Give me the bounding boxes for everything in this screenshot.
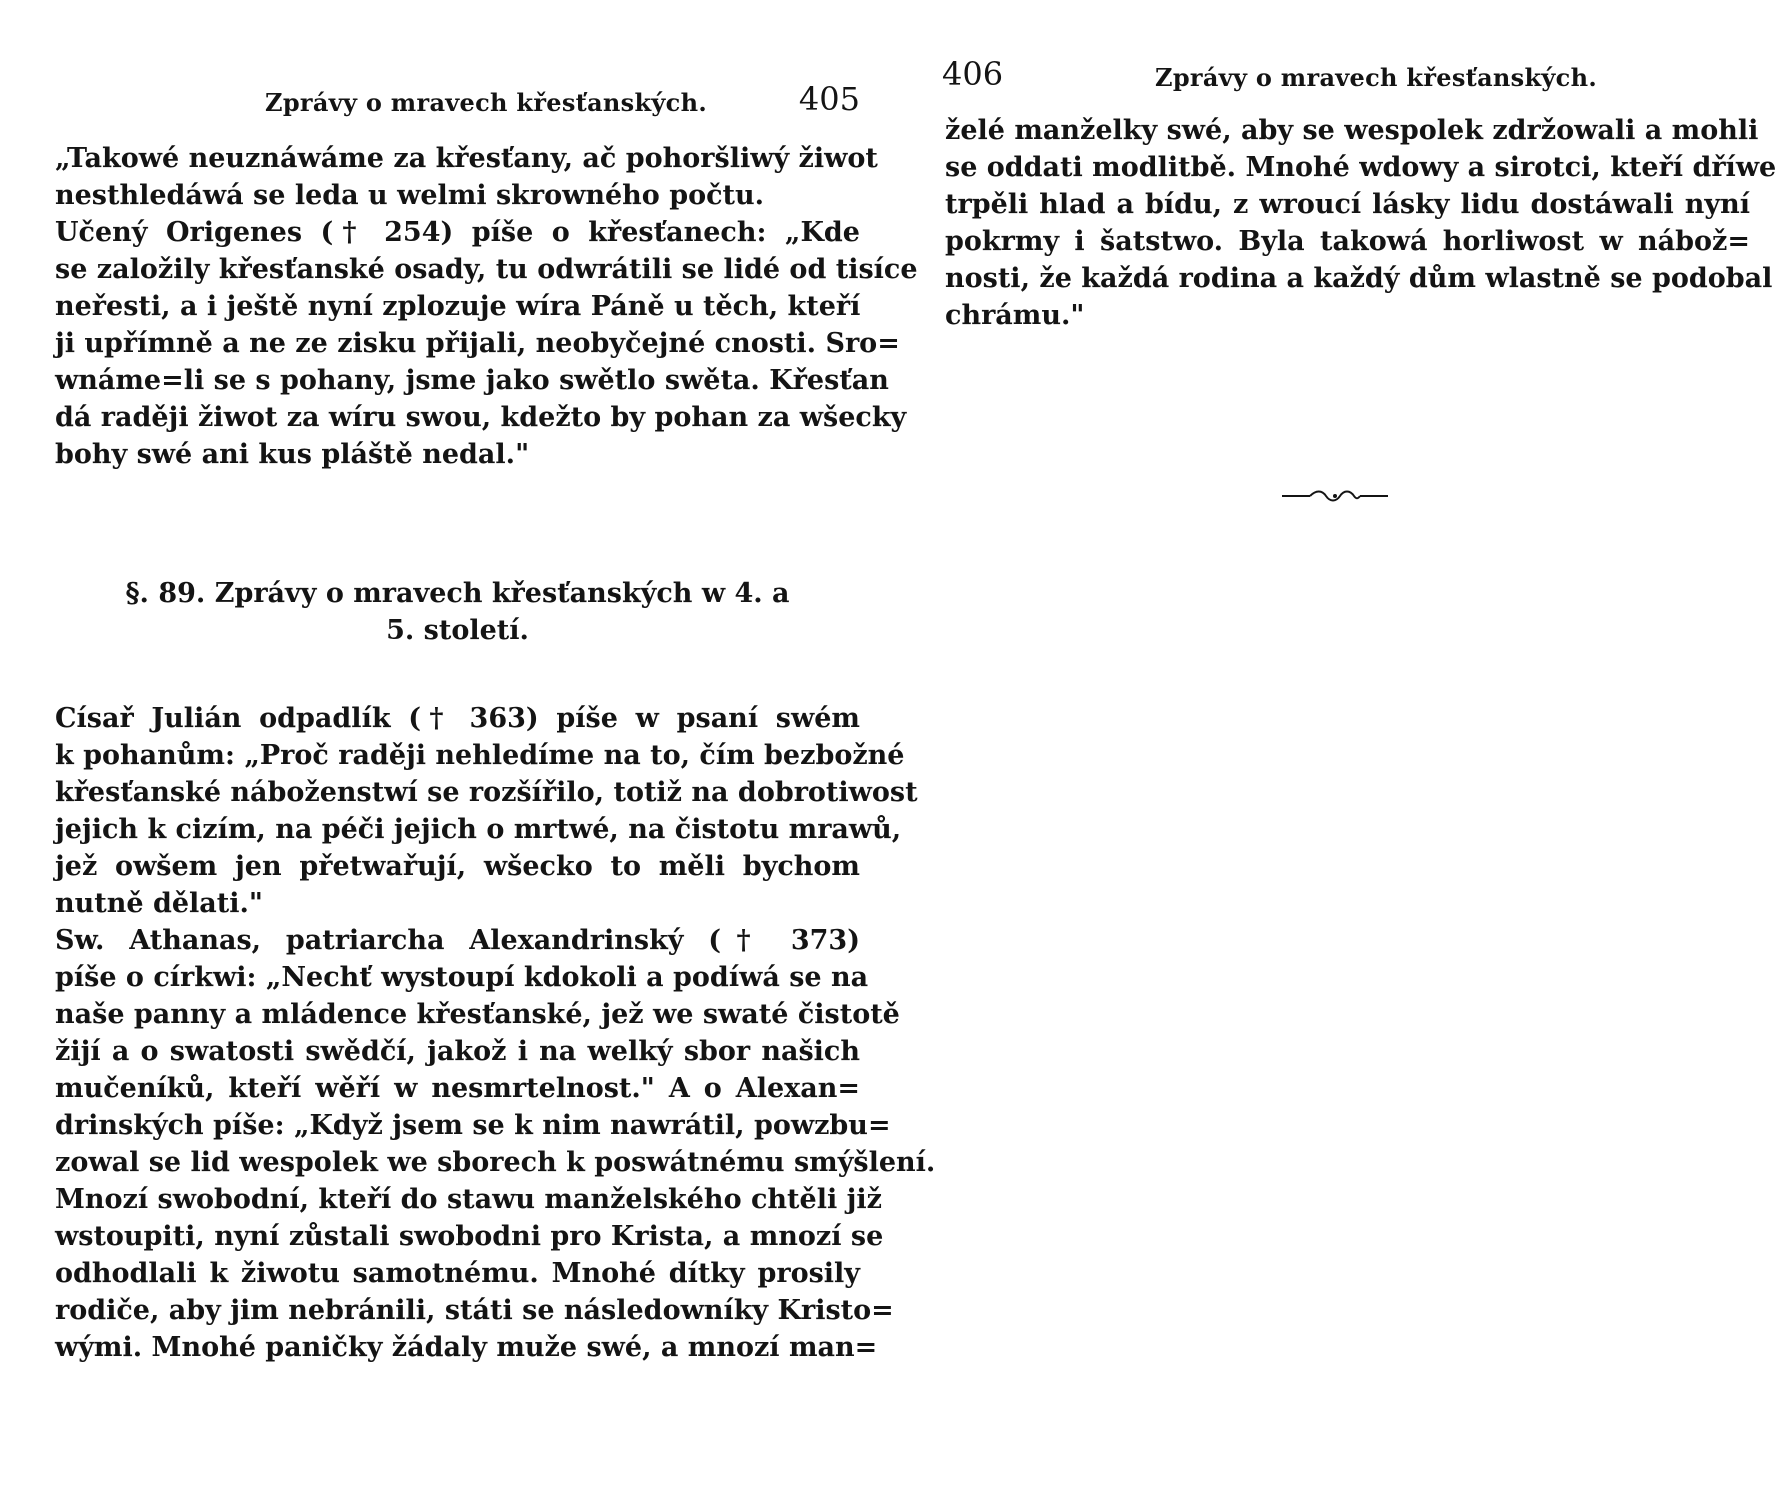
left-page (40, 0, 936, 1501)
running-head-title: Zprávy o mravech křesťanských. (1155, 63, 1597, 92)
running-head (930, 55, 1750, 95)
text-line: jež owšem jen přetwařují, wšecko to měli bychom (55, 851, 860, 882)
text-line: drinských píše: „Když jsem se k nim nawrátil, powzbu= (55, 1110, 891, 1141)
section-body (55, 700, 936, 1366)
text-line: „Takowé neuznáwáme za křesťany, ač pohoršliwý žiwot (55, 143, 878, 174)
text-line: naše panny a mládence křesťanské, jež we swaté čistotě (55, 999, 900, 1030)
text-line: ji upřímně a ne ze zisku přijali, neobyčejné cnosti. Sro= (55, 328, 900, 359)
text-line: nosti, že každá rodina a každý dům wlastně se podobal (945, 263, 1773, 294)
fleuron-divider-icon (1280, 488, 1390, 504)
text-line: dá raději žiwot za wíru swou, kdežto by pohan za wšecky (55, 402, 907, 433)
text-line: nutně dělati." (55, 888, 263, 919)
text-line: bohy swé ani kus pláště nedal." (55, 439, 530, 470)
section-heading-line: §. 89. Zprávy o mravech křesťanských w 4. a (125, 578, 790, 609)
text-line: trpěli hlad a bídu, z wroucí lásky lidu dostáwali nyní (945, 189, 1750, 220)
page-number: 405 (798, 80, 860, 118)
text-line: chrámu." (945, 300, 1085, 331)
text-line: želé manželky swé, aby se wespolek zdržowali a mohli (945, 115, 1759, 146)
text-line: Mnozí swobodní, kteří do stawu manželského chtěli již (55, 1184, 882, 1215)
quote-continuation (55, 140, 918, 473)
section-body-continued (945, 112, 1777, 334)
text-line: zowal se lid wespolek we sborech k poswátnému smýšlení. (55, 1147, 936, 1178)
text-line: wstoupiti, nyní zůstali swobodni pro Krista, a mnozí se (55, 1221, 884, 1252)
text-line: k pohanům: „Proč raději nehledíme na to, čím bezbožné (55, 740, 905, 771)
text-line: křesťanské náboženstwí se rozšířilo, totiž na dobrotiwost (55, 777, 918, 808)
running-head (40, 80, 860, 120)
section-heading (55, 575, 860, 649)
text-line: Císař Julián odpadlík († 363) píše w psaní swém (55, 703, 860, 734)
text-line: jejich k cizím, na péči jejich o mrtwé, na čistotu mrawů, (55, 814, 902, 845)
text-line: wými. Mnohé paničky žádaly muže swé, a mnozí man= (55, 1332, 878, 1363)
text-line: wnáme=li se s pohany, jsme jako swětlo swěta. Křesťan (55, 365, 889, 396)
running-head-title: Zprávy o mravech křesťanských. (265, 88, 707, 117)
text-line: se oddati modlitbě. Mnohé wdowy a sirotci, kteří dříwe (945, 152, 1777, 183)
right-page (930, 0, 1777, 1501)
text-line: rodiče, aby jim nebránili, státi se následowníky Kristo= (55, 1295, 894, 1326)
text-line: píše o církwi: „Nechť wystoupí kdokoli a podíwá se na (55, 962, 869, 993)
text-line: Učený Origenes († 254) píše o křesťanech: „Kde (55, 217, 860, 248)
text-line: nesthledáwá se leda u welmi skrowného počtu. (55, 180, 765, 211)
text-line: se založily křesťanské osady, tu odwrátili se lidé od tisíce (55, 254, 918, 285)
page-number: 406 (942, 55, 1004, 93)
text-line: pokrmy i šatstwo. Byla takowá horliwost w nábož= (945, 226, 1750, 257)
text-line: žijí a o swatosti swědčí, jakož i na welký sbor našich (55, 1036, 860, 1067)
text-line: mučeníků, kteří wěří w nesmrtelnost." A o Alexan= (55, 1073, 860, 1104)
text-line: odhodlali k žiwotu samotnému. Mnohé dítky prosily (55, 1258, 860, 1289)
section-heading-line: 5. století. (386, 615, 529, 646)
text-line: neřesti, a i ještě nyní zplozuje wíra Páně u těch, kteří (55, 291, 861, 322)
text-line: Sw. Athanas, patriarcha Alexandrinský († 373) (55, 925, 860, 956)
